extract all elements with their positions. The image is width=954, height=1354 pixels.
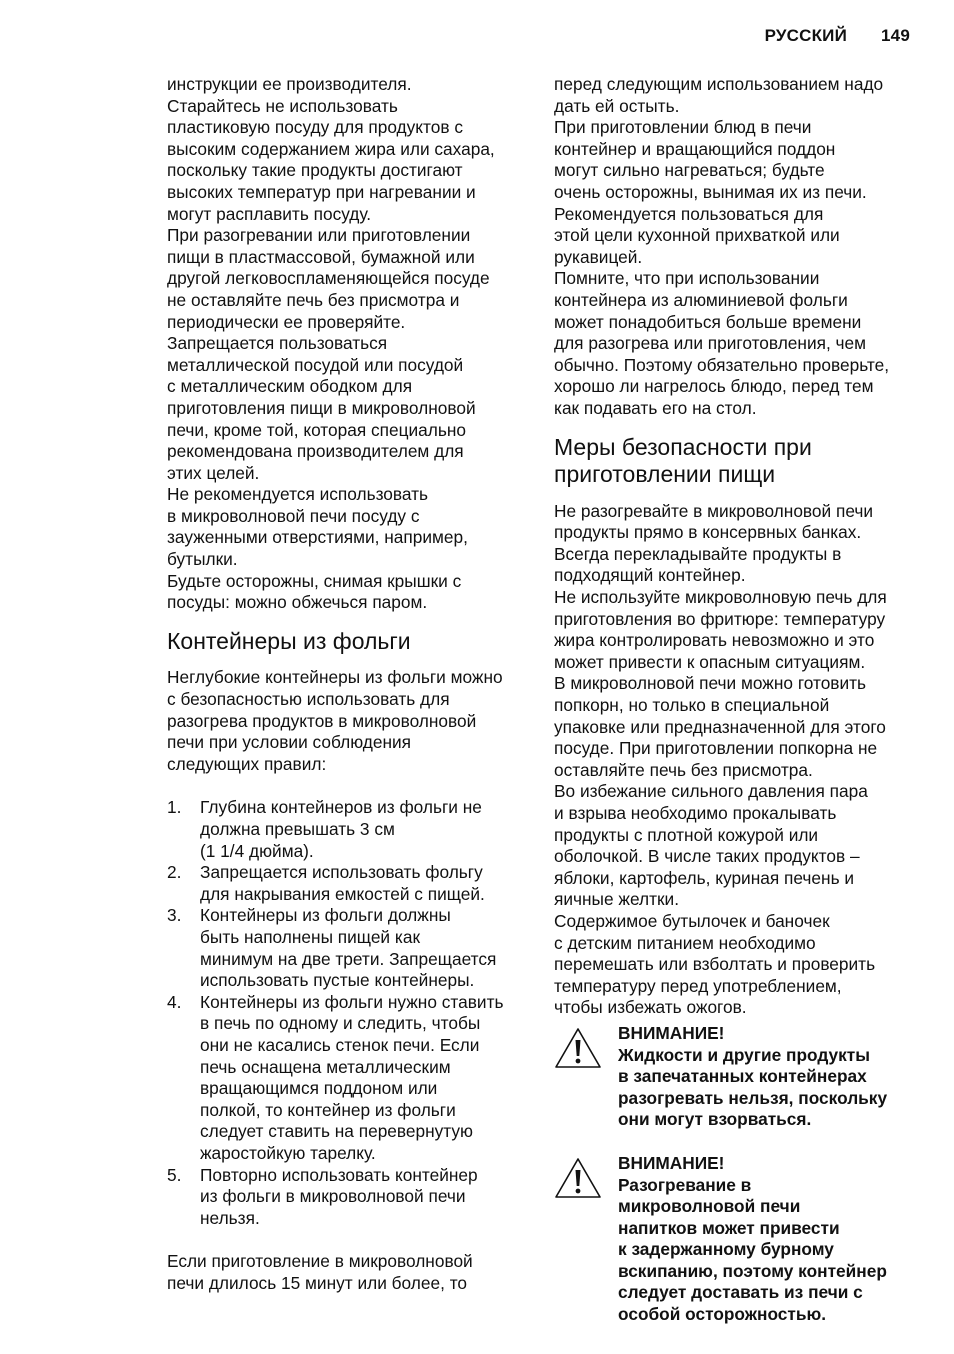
- right-column: [554, 74, 914, 1326]
- list-item-text: Повторно использовать контейнер из фольги в микроволновой печи нельзя.: [200, 1164, 478, 1228]
- warning-triangle-icon: [554, 1153, 618, 1326]
- page-number: 149: [881, 26, 910, 45]
- section-heading-foil-containers: Контейнеры из фольги: [167, 627, 411, 654]
- left-column: [167, 74, 527, 1294]
- section-heading-cooking-safety: Меры безопасности при приготовлении пищи: [554, 433, 812, 488]
- list-item: [167, 797, 527, 862]
- warning-text: ВНИМАНИЕ! Разогревание в микроволновой печи напитков может привести к задержанному бурному вскипанию, поэтому контейнер следует доставать из печи с особой осторожностью.: [618, 1152, 887, 1325]
- page-header: [765, 26, 910, 46]
- list-item-text: Контейнеры из фольги должны быть наполнены пищей как минимум на две трети. Запрещается использовать пустые контейнеры.: [200, 905, 497, 991]
- foil-rules-list: [167, 797, 527, 1229]
- list-item: [167, 905, 527, 991]
- warning-block-boiling-drinks: [554, 1153, 914, 1326]
- list-item-number: 3.: [167, 905, 182, 926]
- list-item: [167, 1165, 527, 1230]
- list-item-text: Глубина контейнеров из фольги не должна превышать 3 см (1 1/4 дюйма).: [200, 797, 482, 861]
- paragraph-foil-intro: Неглубокие контейнеры из фольги можно с безопасностью использовать для разогрева продуктов в микроволновой печи при условии соблюдения следующих правил:: [167, 667, 503, 774]
- list-item: [167, 862, 527, 905]
- warning-triangle-icon: [554, 1023, 618, 1131]
- list-item-number: 4.: [167, 991, 182, 1012]
- paragraph-cooling-and-heating: перед следующим использованием надо дать ей остыть. При приготовлении блюд в печи контейнер и вращающийся поддон могут сильно нагреваться; будьте очень осторожны, вынимая их из печи. Рекомендуется пользоваться для этой цели кухонной прихваткой или рукавицей. Помните, что при использовании контейнера из алюминиевой фольги может понадобиться больше времени для разогрева или приготовления, чем обычно. Поэтому обязательно проверьте, хорошо ли нагрелось блюдо, перед тем как подавать его на стол.: [554, 74, 890, 418]
- warning-block-sealed-containers: [554, 1023, 914, 1131]
- paragraph-cooking-safety: Не разогревайте в микроволновой печи продукты прямо в консервных банках. Всегда перекладывайте продукты в подходящий контейнер. Не используйте микроволновую печь для приготовления во фритюре: температуру жира контролировать невозможно и это может привести к опасным ситуациям. В микроволновой печи можно готовить попкорн, но только в специальной упаковке или предназначенной для этого посуде. При приготовлении попкорна не оставляйте печь без присмотра. Во избежание сильного давления пара и взрыва необходимо прокалывать продукты с плотной кожурой или оболочкой. В числе таких продуктов – яблоки, картофель, куриная печень и яичные желтки. Содержимое бутылочек и баночек с детским питанием необходимо перемешать или взболтать и проверить температуру перед употреблением, чтобы избежать ожогов.: [554, 500, 887, 1018]
- list-item-number: 2.: [167, 862, 182, 883]
- warning-text: ВНИМАНИЕ! Жидкости и другие продукты в запечатанных контейнерах разогревать нельзя, поскольку они могут взорваться.: [618, 1022, 888, 1130]
- list-item-number: 5.: [167, 1164, 182, 1185]
- list-item-text: Контейнеры из фольги нужно ставить в печь по одному и следить, чтобы они не касались стенок печи. Если печь оснащена металлическим вращающимся поддоном или полкой, то контейнер из фольги следует ставить на перевернутую жаростойкую тарелку.: [200, 991, 504, 1163]
- paragraph-foil-outro: Если приготовление в микроволновой печи длилось 15 минут или более, то: [167, 1251, 473, 1293]
- list-item-text: Запрещается использовать фольгу для накрывания емкостей с пищей.: [200, 862, 485, 904]
- language-label: РУССКИЙ: [764, 26, 848, 45]
- paragraph-plastic-metal-dishes: инструкции ее производителя. Старайтесь не использовать пластиковую посуду для продуктов с высоким содержанием жира или сахара, поскольку такие продукты достигают высоких температур при нагревании и могут расплавить посуду. При разогревании или приготовлении пищи в пластмассовой, бумажной или другой легковоспламеняющейся посуде не оставляйте печь без присмотра и периодически ее проверяйте. Запрещается пользоваться металлической посудой или посудой с металлическим ободком для приготовления пищи в микроволновой печи, кроме той, которая специально рекомендована производителем для этих целей. Не рекомендуется использовать в микроволновой печи посуду с зауженными отверстиями, например, бутылки. Будьте осторожны, снимая крышки с посуды: можно обжечься паром.: [167, 74, 495, 613]
- list-item-number: 1.: [167, 797, 182, 818]
- list-item: [167, 992, 527, 1165]
